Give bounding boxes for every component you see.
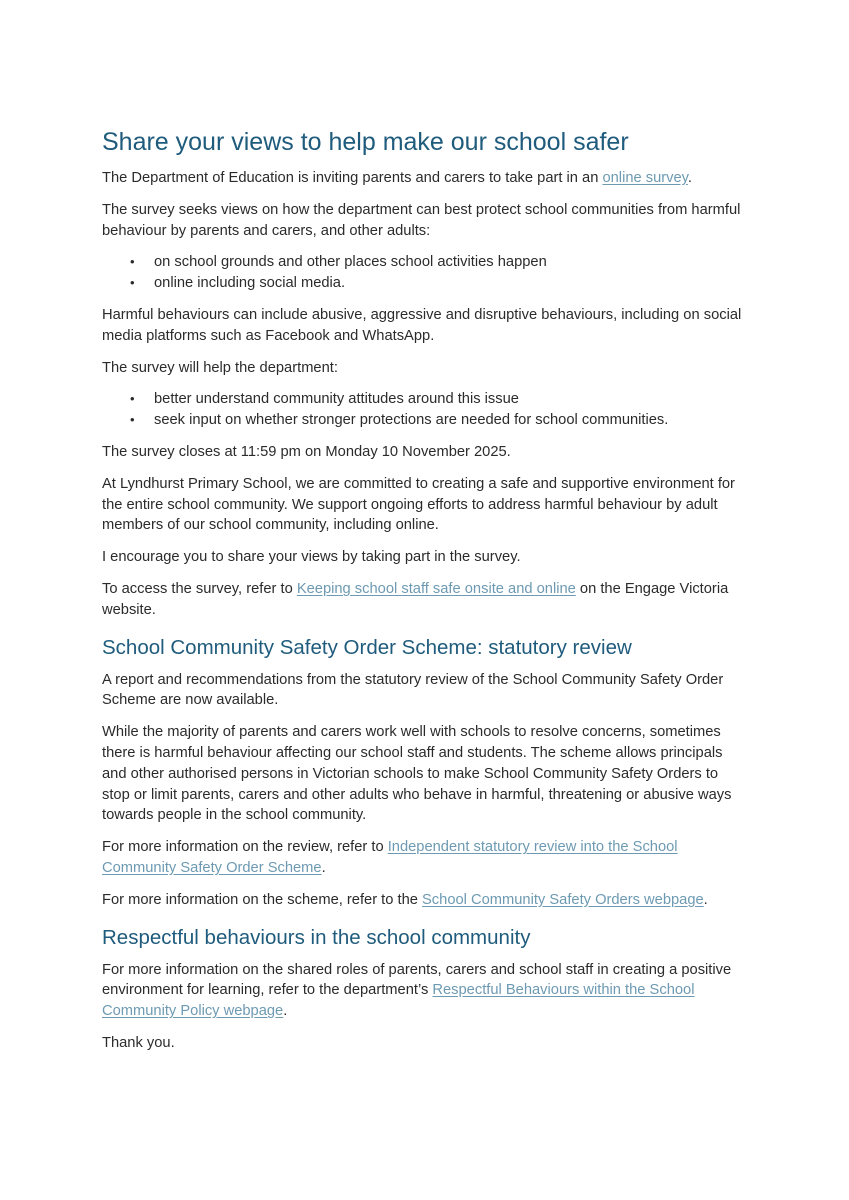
para-scheme-details: While the majority of parents and carers work well with schools to resolve concerns, sometimes there is harmful behaviour affecting our school staff and students. The scheme allows principals and other authorised persons in Victorian schools to make School Community Safety Orders to stop or limit parents, carers and other adults who behave in harmful, threatening or abusive ways towards people in the school community. — [102, 724, 732, 824]
bullet-list-contexts — [102, 252, 745, 294]
para-school-commitment: At Lyndhurst Primary School, we are committed to creating a safe and supportive environment for the entire school community. We support ongoing efforts to address harmful behaviour by adult members of our school community, including online. — [102, 475, 735, 534]
para-survey-seeks: The survey seeks views on how the department can best protect school communities from harmful behaviour by parents and carers, and other adults: — [102, 201, 741, 239]
para-survey-invite — [102, 168, 745, 189]
list-item — [102, 389, 745, 410]
para-access-survey — [102, 579, 745, 621]
link-safety-orders-webpage[interactable]: School Community Safety Orders webpage — [422, 891, 704, 908]
para-report-available: A report and recommendations from the statutory review of the School Community Safety Order Scheme are now available. — [102, 671, 724, 709]
para-scheme-info — [102, 890, 745, 911]
list-item-text: on school grounds and other places school activities happen — [154, 254, 547, 271]
text-run: . — [283, 1003, 288, 1020]
text-run: For more information on the shared roles of parents, carers and school staff in creating a positive environment for learning, refer to the department’s — [102, 961, 732, 999]
list-item-text: better understand community attitudes around this issue — [154, 391, 519, 408]
link-respectful-policy-webpage[interactable]: Respectful Behaviours within the School Community Policy webpage — [102, 982, 695, 1020]
bullet-icon: • — [130, 275, 135, 291]
bullet-list-goals — [102, 389, 745, 431]
list-item — [102, 410, 745, 431]
para-respectful-info — [102, 960, 745, 1022]
heading-scheme-review: School Community Safety Order Scheme: statutory review — [102, 635, 632, 659]
bullet-icon: • — [130, 391, 135, 407]
para-harmful-behaviours: Harmful behaviours can include abusive, aggressive and disruptive behaviours, including on social media platforms such as Facebook and WhatsApp. — [102, 306, 742, 344]
text-run: To access the survey, refer to — [102, 580, 297, 597]
bullet-icon: • — [130, 254, 135, 270]
para-survey-closes: The survey closes at 11:59 pm on Monday 10 November 2025. — [102, 443, 511, 460]
text-run: . — [703, 891, 708, 908]
bullet-icon: • — [130, 412, 135, 428]
text-run: . — [321, 859, 326, 876]
link-online-survey[interactable]: online survey — [602, 170, 688, 186]
para-survey-help: The survey will help the department: — [102, 359, 338, 376]
text-run: For more information on the scheme, refer to the — [102, 891, 423, 908]
para-review-info — [102, 837, 745, 879]
list-item-text: seek input on whether stronger protections are needed for school communities. — [154, 412, 669, 429]
list-item-text: online including social media. — [154, 275, 346, 292]
text-run: The Department of Education is inviting parents and carers to take part in an — [102, 170, 603, 186]
heading-respectful-behaviours: Respectful behaviours in the school community — [102, 925, 531, 949]
page-title: Share your views to help make our school safer — [102, 128, 629, 156]
link-engage-victoria-survey[interactable]: Keeping school staff safe onsite and online — [296, 580, 576, 597]
text-run: For more information on the review, refer to — [102, 839, 388, 856]
para-encourage: I encourage you to share your views by taking part in the survey. — [102, 549, 521, 566]
para-thanks: Thank you. — [102, 1034, 175, 1051]
link-statutory-review[interactable]: Independent statutory review into the School Community Safety Order Scheme — [102, 839, 678, 876]
list-item — [102, 252, 745, 273]
text-run: on the Engage Victoria website. — [102, 580, 729, 618]
text-run: . — [687, 170, 693, 186]
list-item — [102, 273, 745, 294]
